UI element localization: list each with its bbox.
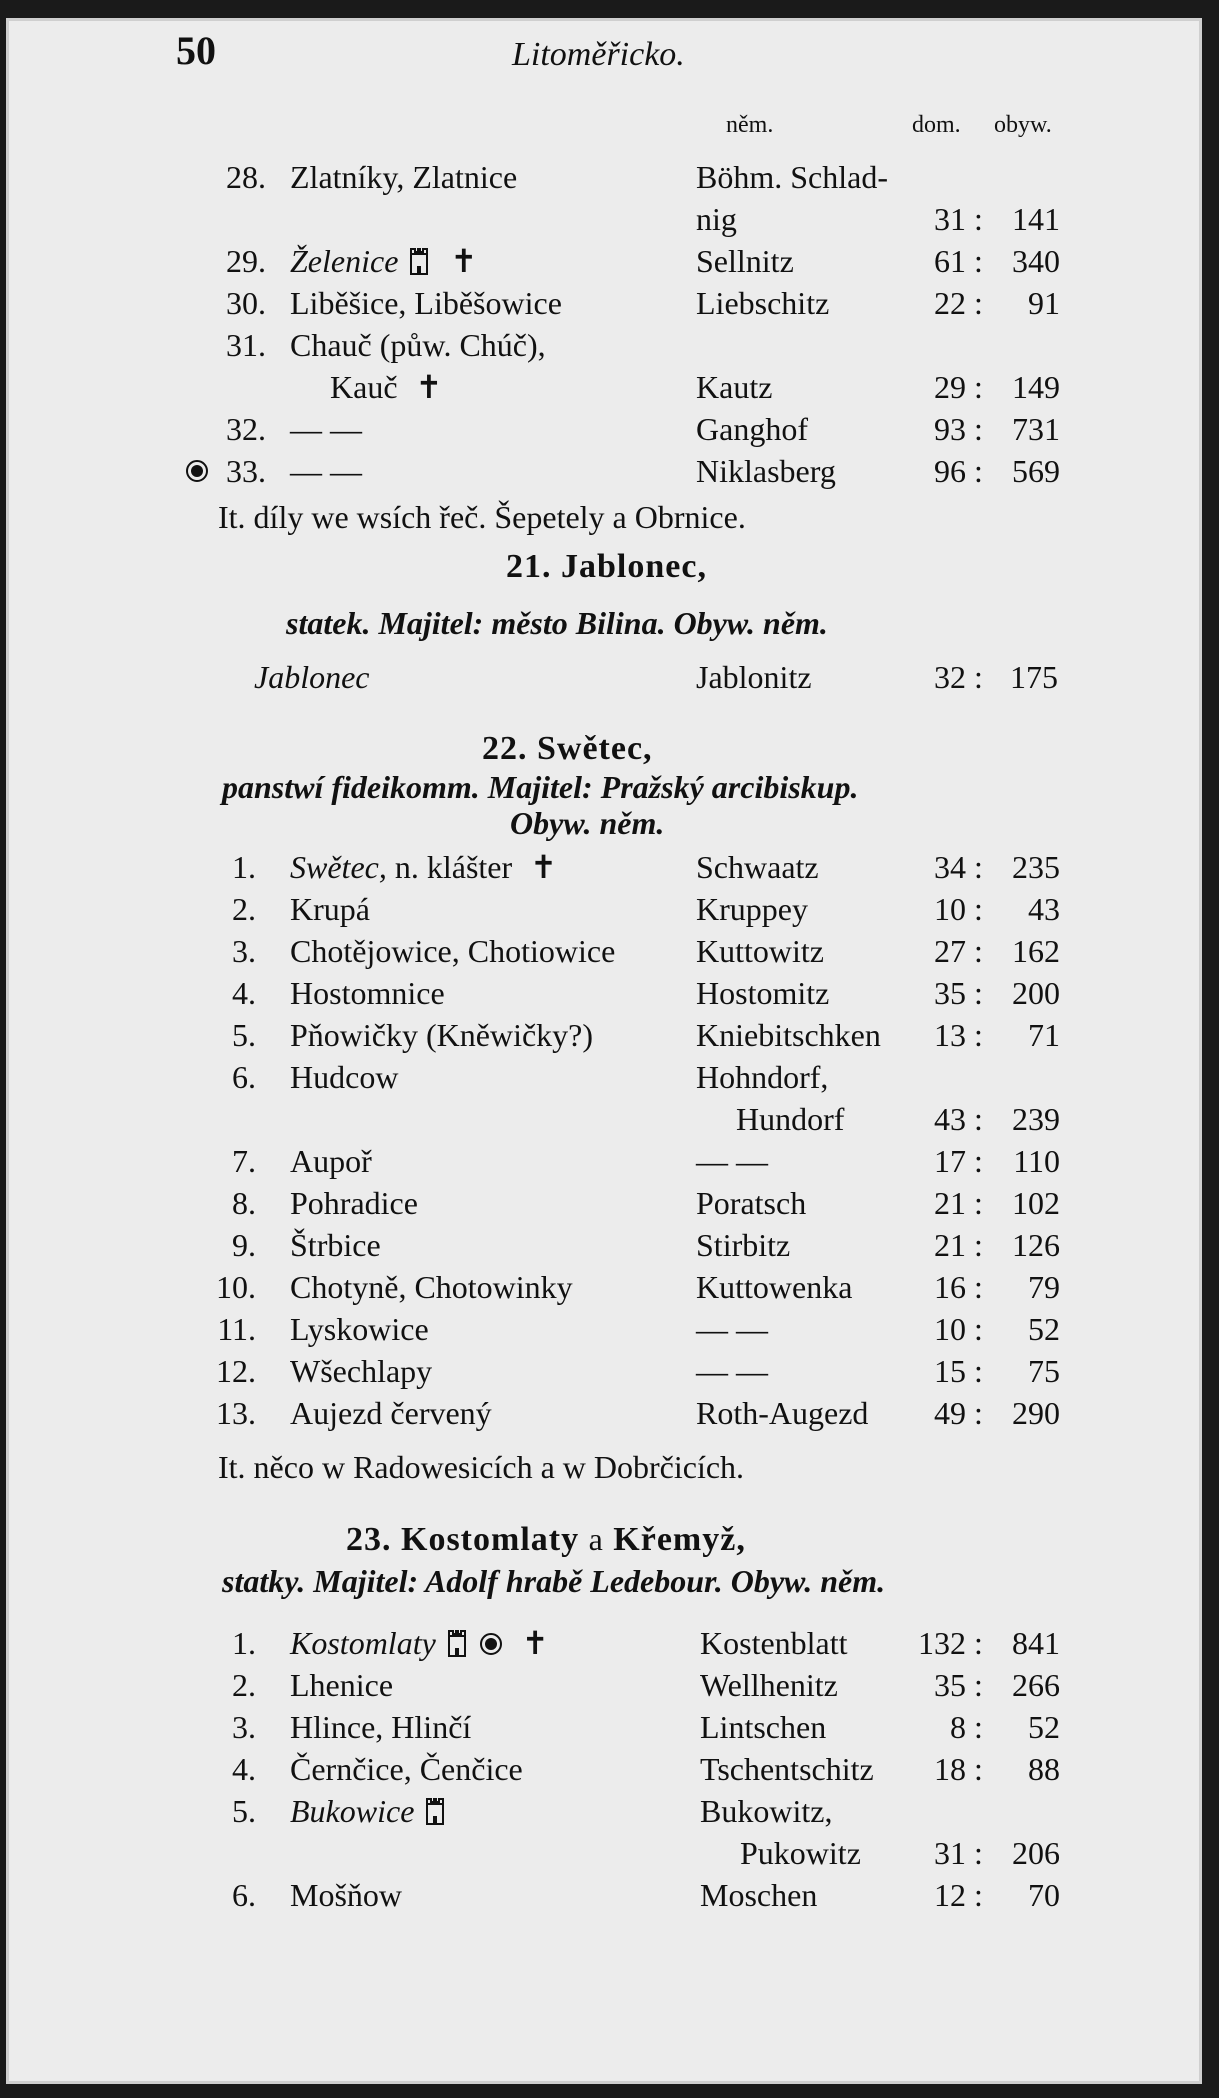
german-name: Hundorf [736, 1101, 845, 1137]
house-count: 12 [934, 1877, 966, 1913]
czech-name [290, 1268, 573, 1306]
population-count: 126 [1012, 1227, 1060, 1263]
german-name: Poratsch [696, 1185, 807, 1221]
house-count: 132 [918, 1625, 966, 1661]
separator-colon: : [974, 243, 983, 279]
czech-name [290, 932, 615, 970]
german-name: Kuttowenka [696, 1269, 853, 1305]
col-header-dom: dom. [912, 112, 961, 138]
czech-name [290, 410, 362, 448]
house-count: 31 [934, 201, 966, 237]
section-21-german: Jablonitz [696, 659, 812, 695]
separator-colon: : [974, 849, 983, 885]
czech-name-text: Pňowičky (Kněwičky?) [290, 1017, 594, 1053]
german-name: Kautz [696, 369, 773, 405]
population-count: 162 [1012, 933, 1060, 969]
house-count: 35 [934, 975, 966, 1011]
czech-name-text: Štrbice [290, 1227, 381, 1263]
section-23-heading-c: Křemyž, [613, 1521, 746, 1558]
czech-name-text: Lyskowice [290, 1311, 429, 1347]
population-count: 235 [1012, 849, 1060, 885]
row-number: 2. [232, 1667, 256, 1703]
czech-name [290, 326, 546, 364]
german-name: — — [696, 1353, 768, 1389]
section-21-heading: 21. Jablonec, [506, 548, 707, 585]
czech-name-text: — — [290, 453, 362, 489]
separator-colon: : [974, 1667, 983, 1703]
section-23-heading-a: 23. Kostomlaty [346, 1521, 580, 1558]
czech-name-text: Hlince, Hlinčí [290, 1709, 472, 1745]
row-number: 6. [232, 1877, 256, 1913]
czech-name-text: Želenice [290, 243, 399, 279]
czech-name [290, 1394, 492, 1432]
population-count: 110 [1013, 1143, 1060, 1179]
german-name: Moschen [700, 1877, 818, 1913]
czech-name-text: Černčice, Čenčice [290, 1751, 523, 1787]
czech-name [290, 1750, 523, 1788]
czech-name [290, 1876, 402, 1914]
row-number: 4. [232, 975, 256, 1011]
separator-colon: : [974, 1877, 983, 1913]
cross-icon: ✝ [513, 1625, 549, 1661]
cross-icon: ✝ [442, 243, 478, 279]
house-count: 29 [934, 369, 966, 405]
section-23-heading-b: a [588, 1521, 604, 1557]
population-count: 340 [1012, 243, 1060, 279]
section-21-dom: 32 [934, 659, 966, 695]
german-name: Ganghof [696, 411, 808, 447]
house-count: 35 [934, 1667, 966, 1703]
czech-name-text: Wšechlapy [290, 1353, 433, 1389]
row-number: 4. [232, 1751, 256, 1787]
czech-name [290, 1708, 471, 1746]
house-count: 27 [934, 933, 966, 969]
row-number: 29. [226, 243, 266, 279]
row-number: 28. [226, 159, 266, 195]
population-count: 43 [1028, 891, 1060, 927]
population-count: 79 [1028, 1269, 1060, 1305]
population-count: 200 [1012, 975, 1060, 1011]
czech-name-text: Krupá [290, 891, 370, 927]
czech-name-text: Lhenice [290, 1667, 394, 1703]
czech-name [290, 1666, 393, 1704]
row-number: 31. [226, 327, 266, 363]
separator-colon: : [974, 1395, 983, 1431]
row-number: 6. [232, 1059, 256, 1095]
house-count: 31 [934, 1835, 966, 1871]
row-number: 9. [232, 1227, 256, 1263]
czech-name-text: Zlatníky, Zlatnice [290, 159, 518, 195]
czech-name [290, 1624, 549, 1662]
section-22-heading: 22. Swětec, [482, 730, 653, 767]
house-count: 13 [934, 1017, 966, 1053]
separator-colon: : [974, 1709, 983, 1745]
czech-name [330, 368, 442, 406]
czech-name [290, 974, 445, 1012]
czech-name-text: Bukowice [290, 1793, 415, 1829]
row-number: 2. [232, 891, 256, 927]
german-name: Bukowitz, [700, 1793, 833, 1829]
separator-colon: : [974, 1227, 983, 1263]
population-count: 91 [1028, 285, 1060, 321]
row-number: 7. [232, 1143, 256, 1179]
czech-name-text: Chauč (půw. Chúč), [290, 327, 546, 363]
german-name: Tschentschitz [700, 1751, 874, 1787]
czech-name [290, 890, 370, 928]
population-count: 149 [1012, 369, 1060, 405]
house-count: 22 [934, 285, 966, 321]
czech-name [290, 1058, 398, 1096]
row-number: 10. [216, 1269, 256, 1305]
house-count: 15 [934, 1353, 966, 1389]
castle-icon [444, 1628, 470, 1658]
czech-name-text: Kostomlaty [290, 1625, 436, 1661]
separator-colon: : [974, 1625, 983, 1661]
separator-colon: : [974, 1269, 983, 1305]
german-name: Kostenblatt [700, 1625, 848, 1661]
row-number: 12. [216, 1353, 256, 1389]
house-count: 43 [934, 1101, 966, 1137]
german-name: — — [696, 1311, 768, 1347]
house-count: 49 [934, 1395, 966, 1431]
section-23-heading [346, 1520, 746, 1559]
separator-colon: : [974, 1017, 983, 1053]
german-name: Niklasberg [696, 453, 836, 489]
separator-colon: : [974, 411, 983, 447]
cross-icon: ✝ [407, 369, 443, 405]
col-header-obyw: obyw. [994, 112, 1052, 138]
note-section-22: It. něco w Radowesicích a w Dobrčicích. [218, 1449, 745, 1485]
mineral-spring-icon [478, 1628, 504, 1658]
german-name: Kuttowitz [696, 933, 824, 969]
house-count: 18 [934, 1751, 966, 1787]
house-count: 16 [934, 1269, 966, 1305]
czech-name-text: Kauč [330, 369, 398, 405]
row-number: 8. [232, 1185, 256, 1221]
population-count: 290 [1012, 1395, 1060, 1431]
population-count: 75 [1028, 1353, 1060, 1389]
german-name: Pukowitz [740, 1835, 861, 1871]
separator-colon: : [974, 891, 983, 927]
czech-name [290, 1142, 372, 1180]
separator-colon: : [974, 1835, 983, 1871]
german-name: Wellhenitz [700, 1667, 838, 1703]
czech-name-text: — — [290, 411, 362, 447]
house-count: 61 [934, 243, 966, 279]
german-name: Schwaatz [696, 849, 819, 885]
german-name: — — [696, 1143, 768, 1179]
section-23-subheading: statky. Majitel: Adolf hrabě Ledebour. Obyw. něm. [222, 1563, 886, 1599]
population-count: 52 [1028, 1311, 1060, 1347]
row-number: 3. [232, 1709, 256, 1745]
page-number: 50 [176, 28, 216, 73]
house-count: 93 [934, 411, 966, 447]
house-count: 21 [934, 1227, 966, 1263]
castle-icon [422, 1796, 448, 1826]
separator-colon: : [974, 285, 983, 321]
separator-colon: : [974, 1185, 983, 1221]
separator-colon: : [974, 933, 983, 969]
house-count: 8 [950, 1709, 966, 1745]
population-count: 841 [1012, 1625, 1060, 1661]
german-name: Hostomitz [696, 975, 830, 1011]
page-title: Litoměřicko. [512, 36, 685, 73]
separator-colon: : [974, 975, 983, 1011]
book-page [6, 18, 1202, 2084]
czech-name [290, 1352, 432, 1390]
population-count: 266 [1012, 1667, 1060, 1703]
german-name: Liebschitz [696, 285, 830, 321]
czech-name-text: Mošňow [290, 1877, 403, 1913]
population-count: 70 [1028, 1877, 1060, 1913]
row-number: 5. [232, 1793, 256, 1829]
population-count: 52 [1028, 1709, 1060, 1745]
czech-name [290, 242, 477, 280]
czech-name-text: Chotějowice, Chotiowice [290, 933, 616, 969]
separator-colon: : [974, 1101, 983, 1137]
row-number: 13. [216, 1395, 256, 1431]
house-count: 96 [934, 453, 966, 489]
note-block1: It. díly we wsích řeč. Šepetely a Obrnice. [218, 499, 746, 535]
czech-name [290, 1226, 381, 1264]
section-22-subheading-1: panstwí fideikomm. Majitel: Pražský arcibiskup. [222, 769, 859, 805]
section-21-czech: Jablonec [254, 659, 370, 695]
separator-colon: : [974, 201, 983, 237]
czech-name-text: Chotyně, Chotowinky [290, 1269, 573, 1305]
czech-name-text: Hostomnice [290, 975, 445, 1011]
czech-name-suffix: n. klášter [386, 849, 513, 885]
row-number: 30. [226, 285, 266, 321]
german-name: Sellnitz [696, 243, 794, 279]
german-name: Lintschen [700, 1709, 827, 1745]
population-count: 731 [1012, 411, 1060, 447]
row-number: 3. [232, 933, 256, 969]
german-name: Roth-Augezd [696, 1395, 869, 1431]
house-count: 34 [934, 849, 966, 885]
section-21-colon: : [974, 659, 983, 695]
czech-name [290, 158, 517, 196]
section-21-obyw: 175 [1010, 659, 1058, 695]
section-22-subheading-2: Obyw. něm. [510, 805, 665, 841]
german-name: Kruppey [696, 891, 808, 927]
separator-colon: : [974, 1751, 983, 1787]
separator-colon: : [974, 1311, 983, 1347]
czech-name [290, 452, 362, 490]
czech-name-text: Swětec, [290, 849, 387, 885]
row-number: 1. [232, 849, 256, 885]
german-name: nig [696, 201, 737, 237]
population-count: 239 [1012, 1101, 1060, 1137]
population-count: 141 [1012, 201, 1060, 237]
separator-colon: : [974, 1353, 983, 1389]
population-count: 102 [1012, 1185, 1060, 1221]
czech-name-text: Pohradice [290, 1185, 418, 1221]
population-count: 88 [1028, 1751, 1060, 1787]
cross-icon: ✝ [522, 849, 557, 885]
house-count: 17 [934, 1143, 966, 1179]
castle-icon [406, 246, 432, 276]
german-name: Stirbitz [696, 1227, 791, 1263]
czech-name-text: Aupoř [290, 1143, 372, 1179]
house-count: 10 [934, 1311, 966, 1347]
row-number: 11. [217, 1311, 256, 1347]
section-21-subheading: statek. Majitel: město Bilina. Obyw. něm. [286, 605, 828, 641]
house-count: 21 [934, 1185, 966, 1221]
czech-name [290, 1016, 593, 1054]
czech-name-text: Hudcow [290, 1059, 399, 1095]
row-number: 33. [226, 453, 266, 489]
row-number: 32. [226, 411, 266, 447]
separator-colon: : [974, 369, 983, 405]
population-count: 71 [1028, 1017, 1060, 1053]
german-name: Kniebitschken [696, 1017, 881, 1053]
czech-name-text: Liběšice, Liběšowice [290, 285, 562, 321]
czech-name [290, 1310, 429, 1348]
czech-name-text: Aujezd červený [290, 1395, 492, 1431]
czech-name [290, 1792, 448, 1830]
population-count: 569 [1012, 453, 1060, 489]
german-name: Hohndorf, [696, 1059, 829, 1095]
czech-name [290, 284, 562, 322]
czech-name [290, 1184, 418, 1222]
row-number: 1. [232, 1625, 256, 1661]
col-header-nem: něm. [726, 112, 774, 138]
separator-colon: : [974, 453, 983, 489]
house-count: 10 [934, 891, 966, 927]
czech-name [290, 848, 557, 886]
german-name: Böhm. Schlad- [696, 159, 888, 195]
row-number: 5. [232, 1017, 256, 1053]
mineral-spring-icon [184, 458, 210, 484]
separator-colon: : [974, 1143, 983, 1179]
population-count: 206 [1012, 1835, 1060, 1871]
